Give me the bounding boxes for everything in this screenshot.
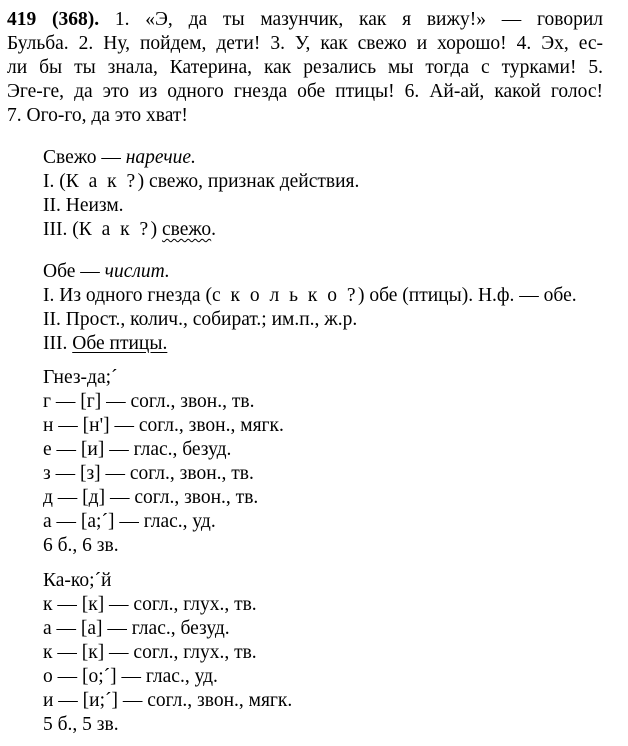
obe-line-2: II. Прост., колич., собират.; им.п., ж.р. bbox=[43, 309, 358, 330]
kakoy-row: о — [о;´] — глас., уд. bbox=[43, 666, 218, 687]
obe-underlined-phrase: Обе птицы. bbox=[72, 333, 168, 354]
phonetic-gnezda bbox=[43, 366, 603, 558]
obe-heading: Обе — числит. bbox=[43, 261, 170, 282]
gnezda-row: н — [н'] — согл., звон., мягк. bbox=[43, 415, 284, 436]
phonetic-kakoy bbox=[43, 569, 603, 737]
kakoy-summary: 5 б., 5 зв. bbox=[43, 714, 119, 735]
exercise-number: 419 (368). bbox=[7, 9, 100, 30]
gnezda-row: е — [и] — глас., безуд. bbox=[43, 439, 232, 460]
exercise-line-2: Бульба. 2. Ну, пойдем, дети! 3. У, как свежо и хорошо! 4. Эх, ес- bbox=[7, 33, 603, 54]
kakoy-row: к — [к] — согл., глух., тв. bbox=[43, 594, 257, 615]
gnezda-summary: 6 б., 6 зв. bbox=[43, 535, 119, 556]
svezho-line-3: III. (К а к ?) свежо. bbox=[43, 219, 217, 240]
gnezda-row: г — [г] — согл., звон., тв. bbox=[43, 391, 255, 412]
exercise-line-4: Эге-ге, да это из одного гнезда обе птицы! 6. Ай-ай, какой голос! bbox=[7, 81, 603, 102]
kakoy-title: Ка-ко;´й bbox=[43, 570, 112, 591]
analysis-svezho bbox=[43, 146, 603, 242]
svezho-line-2: II. Неизм. bbox=[43, 195, 124, 216]
svezho-heading: Свежо — наречие. bbox=[43, 147, 196, 168]
obe-line-1: I. Из одного гнезда (с к о л ь к о ?) обе (птицы). Н.ф. — обе. bbox=[43, 285, 577, 306]
obe-line-3: III. Обе птицы. bbox=[43, 333, 168, 354]
gnezda-title: Гнез-да;´ bbox=[43, 367, 118, 388]
analysis-obe bbox=[43, 260, 603, 356]
svezho-line-1: I. (К а к ?) свежо, признак действия. bbox=[43, 171, 360, 192]
kakoy-row: к — [к] — согл., глух., тв. bbox=[43, 642, 257, 663]
exercise-line-5: 7. Ого-го, да это хват! bbox=[7, 105, 188, 126]
exercise-text bbox=[7, 8, 603, 128]
kakoy-row: а — [а] — глас., безуд. bbox=[43, 618, 230, 639]
exercise-line-3: ли бы ты знала, Катерина, как резались мы тогда с турками! 5. bbox=[7, 57, 603, 78]
kakoy-row: и — [и;´] — согл., звон., мягк. bbox=[43, 690, 293, 711]
gnezda-row: з — [з] — согл., звон., тв. bbox=[43, 463, 254, 484]
gnezda-row: а — [а;´] — глас., уд. bbox=[43, 511, 216, 532]
gnezda-row: д — [д] — согл., звон., тв. bbox=[43, 487, 259, 508]
svezho-underlined-word: свежо bbox=[162, 219, 212, 240]
exercise-line-1: 419 (368). 1. «Э, да ты мазунчик, как я вижу!» — говорил bbox=[7, 9, 603, 30]
